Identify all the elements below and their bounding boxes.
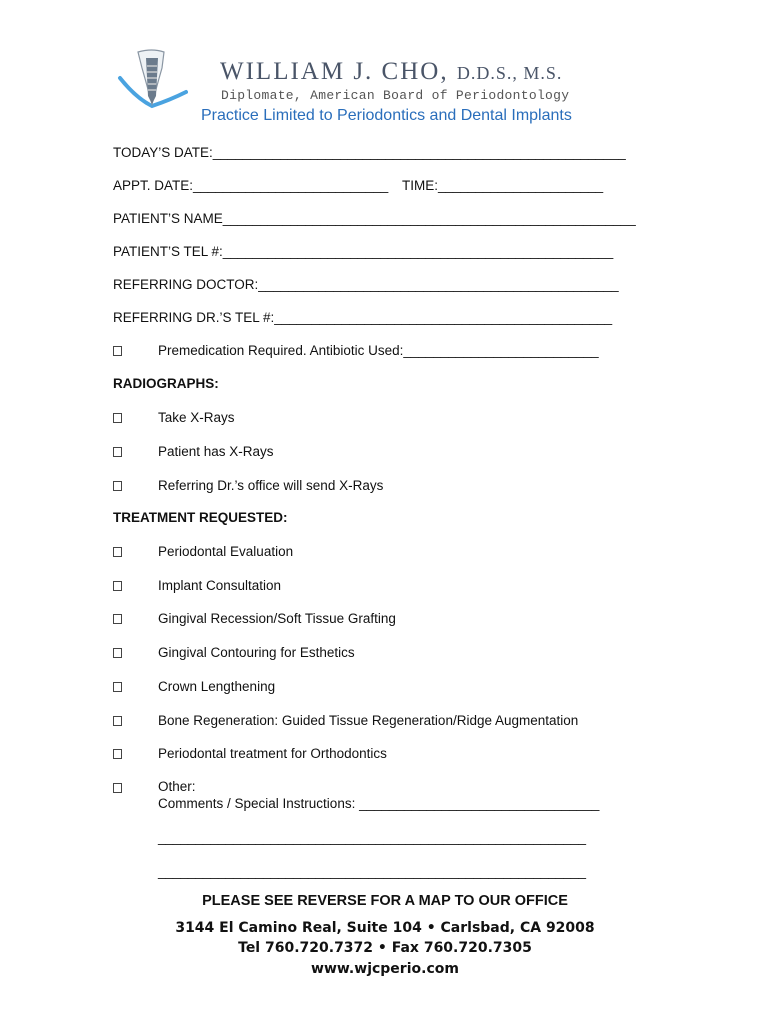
- todays-date-field[interactable]: TODAY’S DATE:_______________________________________________________: [113, 145, 626, 160]
- tooth-implant-logo: [116, 48, 188, 110]
- periodontal-evaluation-label: Periodontal Evaluation: [158, 544, 294, 559]
- comments-field[interactable]: Comments / Special Instructions: ________________________________: [158, 796, 600, 811]
- implant-consultation-checkbox[interactable]: [113, 581, 122, 591]
- gingival-contouring-label: Gingival Contouring for Esthetics: [158, 645, 355, 660]
- other-checkbox[interactable]: [113, 783, 122, 793]
- crown-lengthening-label: Crown Lengthening: [158, 679, 276, 694]
- office-phone-fax: Tel 760.720.7372 • Fax 760.720.7305: [238, 940, 532, 956]
- orthodontics-label: Periodontal treatment for Orthodontics: [158, 746, 387, 761]
- referring-tel-field[interactable]: REFERRING DR.’S TEL #:_____________________________________________: [113, 310, 613, 325]
- bone-regeneration-checkbox[interactable]: [113, 716, 122, 726]
- referring-doctor-field[interactable]: REFERRING DOCTOR:________________________________________________: [113, 277, 619, 292]
- time-field[interactable]: TIME:______________________: [402, 178, 604, 193]
- appt-date-field[interactable]: APPT. DATE:__________________________: [113, 178, 389, 193]
- doctor-credentials: D.D.S., M.S.: [456, 63, 563, 83]
- gingival-recession-checkbox[interactable]: [113, 614, 122, 624]
- office-send-xrays-label: Referring Dr.’s office will send X-Rays: [158, 478, 384, 493]
- office-send-xrays-checkbox[interactable]: [113, 481, 122, 491]
- patient-has-xrays-label: Patient has X-Rays: [158, 444, 274, 459]
- premedication-label: Premedication Required. Antibiotic Used:__________________________: [158, 343, 599, 358]
- crown-lengthening-checkbox[interactable]: [113, 682, 122, 692]
- gingival-recession-label: Gingival Recession/Soft Tissue Grafting: [158, 611, 396, 626]
- take-xrays-label: Take X-Rays: [158, 410, 235, 425]
- bone-regeneration-label: Bone Regeneration: Guided Tissue Regeneration/Ridge Augmentation: [158, 713, 579, 728]
- other-label: Other:: [158, 779, 196, 794]
- patient-name-field[interactable]: PATIENT’S NAME_______________________________________________________: [113, 211, 636, 226]
- patient-tel-field[interactable]: PATIENT’S TEL #:____________________________________________________: [113, 244, 614, 259]
- take-xrays-checkbox[interactable]: [113, 413, 122, 423]
- radiographs-heading: RADIOGRAPHS:: [113, 376, 219, 391]
- implant-consultation-label: Implant Consultation: [158, 578, 282, 593]
- premedication-checkbox[interactable]: [113, 346, 122, 356]
- map-notice: PLEASE SEE REVERSE FOR A MAP TO OUR OFFICE: [202, 893, 568, 909]
- doctor-name-text: WILLIAM J. CHO,: [220, 58, 449, 85]
- comments-blank-line-2[interactable]: _________________________________________________________: [158, 864, 586, 879]
- office-address: 3144 El Camino Real, Suite 104 • Carlsbad, CA 92008: [175, 920, 595, 936]
- gingival-contouring-checkbox[interactable]: [113, 648, 122, 658]
- treatment-heading: TREATMENT REQUESTED:: [113, 510, 288, 525]
- comments-blank-line-1[interactable]: _________________________________________________________: [158, 830, 586, 845]
- practice-tagline: Practice Limited to Periodontics and Dental Implants: [201, 107, 572, 124]
- diplomate-line: Diplomate, American Board of Periodontology: [221, 88, 570, 103]
- orthodontics-checkbox[interactable]: [113, 749, 122, 759]
- periodontal-evaluation-checkbox[interactable]: [113, 547, 122, 557]
- office-website[interactable]: www.wjcperio.com: [311, 961, 459, 977]
- patient-has-xrays-checkbox[interactable]: [113, 447, 122, 457]
- doctor-name: [220, 58, 562, 86]
